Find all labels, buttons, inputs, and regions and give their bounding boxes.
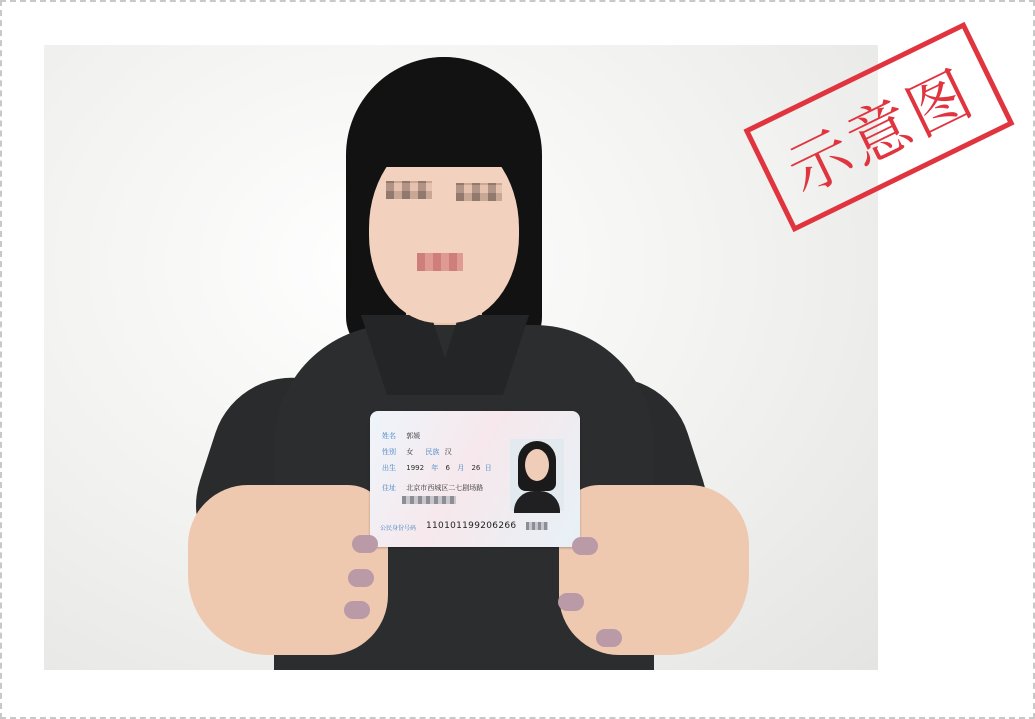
sex-label: 性别 xyxy=(382,448,396,456)
year-char: 年 xyxy=(431,464,439,472)
sex-value: 女 xyxy=(406,448,414,456)
card-name-row xyxy=(382,431,420,441)
fingernail xyxy=(596,629,622,647)
month-char: 月 xyxy=(457,464,465,472)
day-char: 日 xyxy=(484,464,492,472)
fingernail xyxy=(344,601,370,619)
right-hand xyxy=(559,485,749,655)
name-label: 姓名 xyxy=(382,432,396,440)
address-label: 住址 xyxy=(382,484,396,492)
name-value: 郭媛 xyxy=(406,432,421,440)
birth-day: 26 xyxy=(471,464,481,472)
fingernail xyxy=(572,537,598,555)
pixelated-eye-right xyxy=(456,183,502,201)
card-birth-row xyxy=(382,463,492,473)
birth-month: 6 xyxy=(445,464,450,472)
ethnicity-label: 民族 xyxy=(425,448,440,456)
pixelated-eye-left xyxy=(386,181,432,199)
card-address-row xyxy=(382,483,483,493)
birth-year: 1992 xyxy=(406,464,425,472)
birth-label: 出生 xyxy=(382,464,396,472)
fingernail xyxy=(558,593,584,611)
id-portrait xyxy=(510,439,564,511)
ethnicity-value: 汉 xyxy=(444,448,452,456)
fingernail xyxy=(348,569,374,587)
pixelated-mouth xyxy=(417,253,463,271)
address-value: 北京市西城区二七剧场路 xyxy=(406,484,484,492)
card-sex-row xyxy=(382,447,452,457)
blurred-address-line xyxy=(402,496,456,504)
id-number-label: 公民身份号码 xyxy=(380,525,417,532)
id-card xyxy=(370,411,580,547)
blurred-id-digits xyxy=(526,522,548,530)
id-number: 110101199206266 xyxy=(426,521,517,531)
fingernail xyxy=(352,535,378,553)
sample-stamp: 示意图 xyxy=(743,22,1014,232)
